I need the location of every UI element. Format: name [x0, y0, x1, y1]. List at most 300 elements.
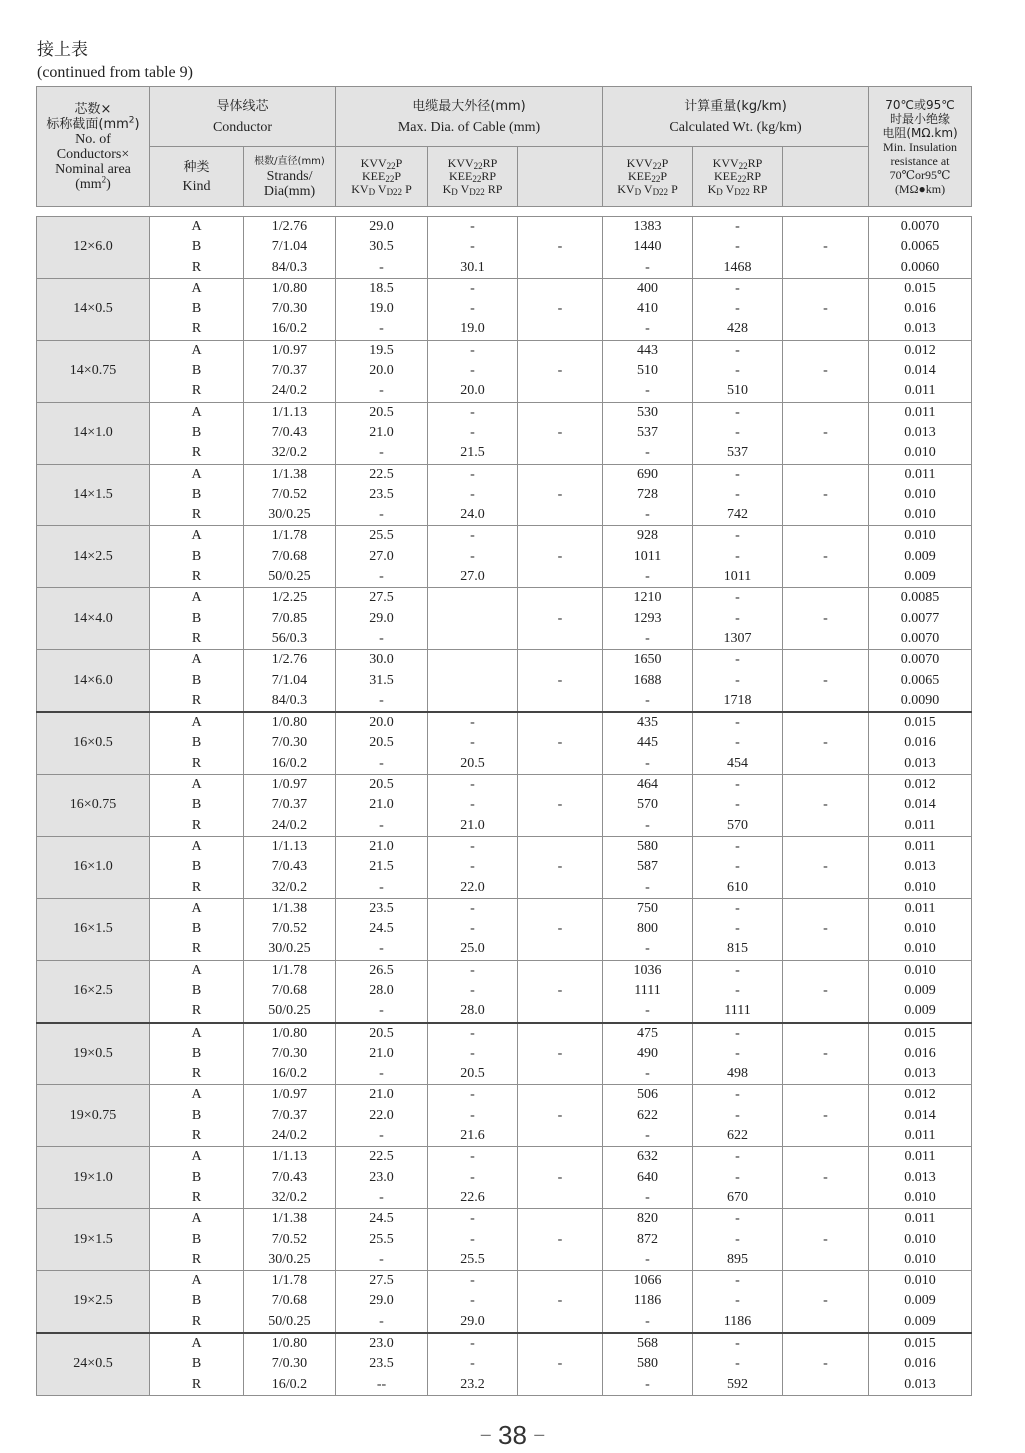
maxdia-header: 电缆最大外径(mm) Max. Dia. of Cable (mm): [336, 87, 603, 147]
insulation-cell: [869, 1209, 972, 1271]
strands-cell-value: 7/0.43: [271, 424, 308, 440]
strands-cell: [244, 278, 336, 340]
insulation-cell: [869, 1147, 972, 1209]
kind-cell-value: A: [191, 404, 202, 420]
wt-type-1-cell-value: 690: [637, 466, 658, 482]
wt-type-1-cell: [603, 464, 693, 526]
wt-type-2-cell-value: 454: [727, 755, 748, 771]
dia-type-3-cell: -: [518, 650, 603, 712]
dia-type-1-cell-value: 23.5: [369, 486, 394, 502]
strands-cell: [244, 960, 336, 1022]
wt-type-1-cell: [603, 1085, 693, 1147]
dia-type-2-cell: [428, 340, 518, 402]
dia-type-1-cell-value: -: [379, 692, 384, 708]
insulation-cell-value: 0.010: [904, 1273, 936, 1289]
kind-cell-value: R: [191, 1189, 202, 1205]
dia-type-3-cell: -: [518, 1147, 603, 1209]
wt-type-1-cell-value: -: [645, 879, 650, 895]
strands-cell-value: 50/0.25: [268, 1313, 311, 1329]
kind-cell-value: R: [191, 1376, 202, 1392]
wt-type-2-cell-value: -: [735, 486, 740, 502]
dia-type-1-cell-value: -: [379, 879, 384, 895]
cable-size-cell: 14×0.5: [37, 278, 150, 340]
dia-type-1-cell-value: -: [379, 569, 384, 585]
wt-type-2-cell-value: 742: [727, 507, 748, 523]
dia-type-3-cell: -: [518, 278, 603, 340]
cable-size-cell: 12×6.0: [37, 217, 150, 279]
insulation-cell-value: 0.011: [904, 1149, 936, 1165]
insulation-cell-value: 0.015: [904, 280, 936, 296]
insulation-cell-value: 0.0060: [900, 259, 940, 275]
wt-type-1-cell-value: 1293: [633, 610, 662, 626]
wt-type-1-cell-value: -: [645, 941, 650, 957]
dia-type-2-header: $KVV_{22}RP$ $KEE_{22}RP$ $K_D$ $V_{D22}$ RP: [428, 147, 518, 207]
strands-cell-value: 84/0.3: [271, 692, 308, 708]
kind-cell-value: A: [191, 715, 202, 731]
cores-header: 芯数× 标称截面$(mm^2)$ No. of Conductors× Nominal area $(mm^2)$: [37, 87, 150, 207]
table-row: [37, 960, 972, 1022]
kind-cell: [150, 898, 244, 960]
cable-size-cell: 14×2.5: [37, 526, 150, 588]
dia-type-2-cell-value: -: [470, 301, 475, 317]
wt-type-1-cell: [603, 898, 693, 960]
dia-type-2-cell: [428, 712, 518, 774]
kind-cell-value: R: [191, 569, 202, 585]
insulation-cell-value: 0.010: [904, 1189, 936, 1205]
insulation-cell-value: 0.015: [904, 1336, 936, 1352]
cable-size-cell: 14×6.0: [37, 650, 150, 712]
dia-type-2-cell-value: -: [470, 528, 475, 544]
dia-type-1-cell-value: -: [379, 321, 384, 337]
cable-size-cell: 16×2.5: [37, 960, 150, 1022]
wt-type-2-cell-value: -: [735, 548, 740, 564]
dia-type-3-cell: -: [518, 217, 603, 279]
insulation-cell-value: 0.012: [904, 1087, 936, 1103]
dia-type-1-cell-value: 21.0: [369, 1087, 394, 1103]
strands-cell: [244, 1147, 336, 1209]
dia-type-2-cell-value: [428, 609, 517, 629]
wt-type-2-cell: [693, 712, 783, 774]
wt-type-1-cell-value: 530: [637, 404, 658, 420]
wt-type-1-cell-value: -: [645, 569, 650, 585]
wt-type-2-cell-value: -: [735, 1107, 740, 1123]
insulation-cell-value: 0.010: [904, 445, 936, 461]
kind-cell-value: B: [191, 1293, 202, 1309]
dia-type-2-cell-value: -: [470, 486, 475, 502]
wt-type-1-cell-value: 490: [637, 1045, 658, 1061]
kind-cell-value: R: [191, 321, 202, 337]
dia-type-2-cell: [428, 278, 518, 340]
insulation-cell-value: 0.016: [904, 301, 936, 317]
dia-type-1-cell-value: --: [376, 1376, 387, 1392]
dia-type-1-cell-value: 21.0: [369, 424, 394, 440]
strands-cell: [244, 217, 336, 279]
dia-type-2-cell-value: [428, 588, 517, 608]
insulation-cell-value: 0.0065: [900, 239, 940, 255]
dia-type-3-cell: -: [518, 712, 603, 774]
insulation-cell-value: 0.012: [904, 342, 936, 358]
kind-cell-value: B: [191, 735, 202, 751]
wt-type-1-cell-value: 510: [637, 363, 658, 379]
kind-cell-value: A: [191, 652, 202, 668]
wt-type-2-cell-value: -: [735, 1045, 740, 1061]
wt-type-2-cell-value: -: [735, 838, 740, 854]
kind-cell-value: A: [191, 466, 202, 482]
wt-type-3-cell: -: [783, 588, 869, 650]
wt-type-1-cell-value: -: [645, 755, 650, 771]
dia-type-2-cell: [428, 526, 518, 588]
wt-type-3-cell: -: [783, 898, 869, 960]
dia-type-2-cell-value: -: [470, 466, 475, 482]
dia-type-2-cell-value: 21.0: [460, 817, 485, 833]
dia-type-2-cell-value: [428, 650, 517, 670]
dia-type-2-cell-value: 21.6: [460, 1128, 485, 1144]
insulation-cell-value: 0.0070: [900, 219, 940, 234]
kind-cell-value: R: [191, 817, 202, 833]
dia-type-3-cell: -: [518, 960, 603, 1022]
dia-type-1-cell-value: 27.5: [369, 1273, 394, 1289]
kind-cell: [150, 960, 244, 1022]
insulation-cell: [869, 217, 972, 279]
strands-cell-value: 7/0.52: [271, 486, 308, 502]
kind-cell: [150, 1333, 244, 1395]
kind-cell-value: A: [191, 1211, 202, 1227]
weight-header: 计算重量(kg/km) Calculated Wt. (kg/km): [603, 87, 869, 147]
kind-cell-value: B: [191, 672, 202, 688]
wt-type-2-cell-value: 498: [727, 1066, 748, 1082]
kind-cell-value: R: [191, 259, 202, 275]
wt-type-1-cell: [603, 1333, 693, 1395]
wt-type-1-cell-value: 400: [637, 280, 658, 296]
wt-type-2-cell-value: -: [735, 1211, 740, 1227]
dia-type-3-cell: -: [518, 340, 603, 402]
dia-type-2-cell-value: -: [470, 363, 475, 379]
dia-type-1-cell: [336, 464, 428, 526]
dia-type-2-cell-value: 19.0: [460, 321, 485, 337]
table-row: [37, 464, 972, 526]
insulation-cell-value: 0.011: [904, 838, 936, 854]
dia-type-1-cell-value: -: [379, 1128, 384, 1144]
wt-type-1-cell-value: -: [645, 1313, 650, 1329]
dia-type-3-cell: -: [518, 402, 603, 464]
wt-type-2-cell: [693, 526, 783, 588]
insulation-cell-value: 0.011: [904, 404, 936, 420]
dia-type-2-cell-value: -: [470, 1211, 475, 1227]
dia-type-2-cell: [428, 1023, 518, 1085]
cable-size-cell: 14×1.5: [37, 464, 150, 526]
strands-cell-value: 30/0.25: [268, 1251, 311, 1267]
dia-type-3-cell: -: [518, 1333, 603, 1395]
strands-cell-value: 7/1.04: [271, 239, 308, 255]
kind-cell: [150, 775, 244, 837]
wt-type-1-cell-value: 435: [637, 715, 658, 731]
insulation-cell: [869, 898, 972, 960]
wt-type-3-cell: -: [783, 278, 869, 340]
dia-type-2-cell-value: -: [470, 715, 475, 731]
wt-type-1-cell-value: 580: [637, 1356, 658, 1372]
wt-type-1-cell-value: -: [645, 445, 650, 461]
caption-en: (continued from table 9): [37, 64, 193, 81]
wt-type-2-cell-value: 1468: [723, 259, 752, 275]
wt-type-1-cell-value: -: [645, 1128, 650, 1144]
wt-type-2-cell: [693, 650, 783, 712]
dia-type-3-cell: -: [518, 1271, 603, 1333]
wt-type-1-cell-value: -: [645, 321, 650, 337]
kind-cell-value: B: [191, 1169, 202, 1185]
kind-cell-value: A: [191, 1025, 202, 1041]
dia-type-2-cell-value: -: [470, 735, 475, 751]
insulation-cell-value: 0.013: [904, 1376, 936, 1392]
dia-type-1-cell-value: -: [379, 941, 384, 957]
insulation-cell-value: 0.0070: [900, 652, 940, 668]
strands-cell-value: 1/0.97: [271, 342, 308, 358]
strands-cell: [244, 402, 336, 464]
wt-type-3-cell: -: [783, 960, 869, 1022]
kind-cell-value: A: [191, 590, 202, 606]
insulation-cell-value: 0.010: [904, 921, 936, 937]
wt-type-2-cell-value: -: [735, 342, 740, 358]
strands-cell-value: 30/0.25: [268, 941, 311, 957]
dia-type-2-cell-value: -: [470, 1356, 475, 1372]
wt-type-2-cell-value: 510: [727, 383, 748, 399]
kind-cell: [150, 402, 244, 464]
wt-type-1-cell: [603, 775, 693, 837]
dia-type-1-cell-value: 20.0: [369, 363, 394, 379]
strands-cell-value: 1/1.13: [271, 838, 308, 854]
kind-cell-value: B: [191, 797, 202, 813]
wt-type-1-cell: [603, 588, 693, 650]
insulation-cell: [869, 402, 972, 464]
wt-type-2-cell-value: -: [735, 777, 740, 793]
dia-type-1-cell-value: -: [379, 1066, 384, 1082]
table-row: [37, 836, 972, 898]
kind-cell-value: B: [191, 486, 202, 502]
data-table: [36, 216, 972, 1396]
caption-zh: 接上表: [37, 40, 88, 60]
cable-size-cell: 19×0.5: [37, 1023, 150, 1085]
kind-cell: [150, 217, 244, 279]
wt-type-1-cell-value: 443: [637, 342, 658, 358]
dia-type-1-cell-value: 29.0: [369, 610, 394, 626]
wt-type-2-cell-value: 815: [727, 941, 748, 957]
wt-type-1-cell: [603, 1209, 693, 1271]
insulation-cell-value: 0.009: [904, 569, 936, 585]
dia-type-1-cell-value: -: [379, 1313, 384, 1329]
insulation-cell-value: 0.010: [904, 941, 936, 957]
dia-type-2-cell-value: -: [470, 342, 475, 358]
wt-type-2-cell: [693, 1271, 783, 1333]
wt-type-2-cell-value: -: [735, 1149, 740, 1165]
kind-header: 种类 Kind: [150, 147, 244, 207]
dia-type-1-cell-value: 24.5: [369, 1211, 394, 1227]
cable-size-cell: 14×1.0: [37, 402, 150, 464]
strands-cell: [244, 526, 336, 588]
dia-type-1-cell: [336, 1147, 428, 1209]
wt-type-1-cell: [603, 278, 693, 340]
dia-type-1-cell: [336, 278, 428, 340]
strands-cell-value: 1/1.38: [271, 1211, 308, 1227]
dia-type-1-cell-value: 20.5: [369, 777, 394, 793]
kind-cell-value: A: [191, 1149, 202, 1165]
strands-cell-value: 1/2.76: [271, 652, 308, 668]
wt-type-2-cell: [693, 1209, 783, 1271]
dia-type-2-cell-value: -: [470, 1087, 475, 1103]
table-row: [37, 712, 972, 774]
dia-type-2-cell-value: 20.5: [460, 1066, 485, 1082]
cable-size-cell: 19×2.5: [37, 1271, 150, 1333]
dia-type-1-cell-value: 23.5: [369, 1356, 394, 1372]
strands-cell-value: 1/1.13: [271, 404, 308, 420]
insulation-cell-value: 0.011: [904, 900, 936, 916]
insulation-cell: [869, 1085, 972, 1147]
wt-type-2-cell: [693, 402, 783, 464]
strands-cell-value: 7/0.37: [271, 363, 308, 379]
wt-type-2-cell: [693, 898, 783, 960]
wt-type-1-cell-value: -: [645, 507, 650, 523]
kind-cell-value: B: [191, 424, 202, 440]
dia-type-2-cell: [428, 1209, 518, 1271]
insulation-cell: [869, 712, 972, 774]
dia-type-2-cell-value: -: [470, 1045, 475, 1061]
wt-type-1-cell-value: 1210: [633, 590, 662, 606]
insulation-cell-value: 0.009: [904, 1003, 936, 1019]
dia-type-2-cell-value: -: [470, 1231, 475, 1247]
strands-header: 根数/直径(mm) Strands/ Dia(mm): [244, 147, 336, 207]
strands-cell-value: 1/1.38: [271, 900, 308, 916]
wt-type-3-cell: -: [783, 1023, 869, 1085]
dia-type-1-cell-value: 23.0: [369, 1336, 394, 1352]
strands-cell: [244, 775, 336, 837]
strands-cell-value: 50/0.25: [268, 1003, 311, 1019]
insulation-cell-value: 0.009: [904, 548, 936, 564]
wt-type-1-cell-value: 568: [637, 1336, 658, 1352]
dia-type-2-cell-value: -: [470, 777, 475, 793]
dia-type-2-cell: [428, 1333, 518, 1395]
dia-type-2-cell-value: -: [470, 859, 475, 875]
dia-type-1-cell: [336, 1085, 428, 1147]
dia-type-1-cell: [336, 217, 428, 279]
strands-cell-value: 32/0.2: [271, 445, 308, 461]
wt-type-2-cell-value: 592: [727, 1376, 748, 1392]
insulation-cell-value: 0.016: [904, 1045, 936, 1061]
strands-cell-value: 1/0.97: [271, 1087, 308, 1103]
dia-type-3-header: [518, 147, 603, 207]
insulation-cell-value: 0.011: [904, 1211, 936, 1227]
dia-type-1-cell-value: -: [379, 259, 384, 275]
dia-type-2-cell-value: -: [470, 1336, 475, 1352]
dia-type-2-cell-value: 25.0: [460, 941, 485, 957]
insulation-cell-value: 0.009: [904, 982, 936, 998]
wt-type-1-cell-value: 410: [637, 301, 658, 317]
insulation-cell-value: 0.010: [904, 879, 936, 895]
cable-size-cell: 16×1.5: [37, 898, 150, 960]
wt-type-1-cell-value: 640: [637, 1169, 658, 1185]
wt-type-2-cell: [693, 775, 783, 837]
dia-type-3-cell: -: [518, 836, 603, 898]
wt-type-2-cell-value: -: [735, 466, 740, 482]
dia-type-1-cell-value: 19.5: [369, 342, 394, 358]
table-row: [37, 1333, 972, 1395]
strands-cell: [244, 588, 336, 650]
cable-size-cell: 19×1.0: [37, 1147, 150, 1209]
kind-cell-value: B: [191, 921, 202, 937]
wt-type-2-cell: [693, 1147, 783, 1209]
dia-type-2-cell-value: -: [470, 921, 475, 937]
insulation-cell-value: 0.010: [904, 507, 936, 523]
dia-type-2-cell-value: -: [470, 404, 475, 420]
table-row: [37, 588, 972, 650]
wt-type-2-cell: [693, 960, 783, 1022]
wt-type-2-cell-value: 1011: [723, 569, 752, 585]
dia-type-2-cell-value: 20.5: [460, 755, 485, 771]
wt-type-3-cell: -: [783, 402, 869, 464]
kind-cell-value: A: [191, 900, 202, 916]
wt-type-1-cell-value: 1688: [633, 672, 662, 688]
wt-type-1-cell-value: 1186: [633, 1293, 662, 1309]
kind-cell-value: B: [191, 859, 202, 875]
dia-type-2-cell-value: -: [470, 424, 475, 440]
kind-cell: [150, 464, 244, 526]
wt-type-2-cell-value: -: [735, 239, 740, 255]
wt-type-2-cell-value: 1111: [724, 1003, 751, 1019]
wt-type-1-cell-value: 537: [637, 424, 658, 440]
insulation-cell: [869, 464, 972, 526]
insulation-header: 70℃或95℃ 时最小绝缘 电阻(MΩ.km) Min. Insulation resistance at 70℃or95℃ (MΩ●km): [869, 87, 972, 207]
dia-type-1-cell-value: 25.5: [369, 1231, 394, 1247]
wt-type-1-cell: [603, 1271, 693, 1333]
page-number: – 38 –: [480, 1420, 545, 1450]
kind-cell-value: B: [191, 1231, 202, 1247]
kind-cell: [150, 1271, 244, 1333]
wt-type-2-cell-value: -: [735, 363, 740, 379]
cable-size-cell: 16×0.75: [37, 775, 150, 837]
kind-cell-value: R: [191, 692, 202, 708]
dia-type-1-cell-value: 20.5: [369, 404, 394, 420]
dia-type-2-cell: [428, 402, 518, 464]
wt-type-2-cell-value: -: [735, 280, 740, 296]
cable-size-cell: 19×0.75: [37, 1085, 150, 1147]
dia-type-2-cell: [428, 1147, 518, 1209]
insulation-cell: [869, 1333, 972, 1395]
strands-cell: [244, 1333, 336, 1395]
wt-type-3-header: [783, 147, 869, 207]
insulation-cell-value: 0.010: [904, 1251, 936, 1267]
strands-cell-value: 1/1.38: [271, 466, 308, 482]
wt-type-2-cell-value: 537: [727, 445, 748, 461]
wt-type-1-cell-value: -: [645, 259, 650, 275]
wt-type-2-cell-value: -: [735, 921, 740, 937]
dia-type-2-cell: [428, 217, 518, 279]
wt-type-3-cell: -: [783, 526, 869, 588]
dia-type-1-cell: [336, 712, 428, 774]
dia-type-1-header: $KVV_{22}P$ $KEE_{22}P$ $KV_D$ $V_{D22}$ P: [336, 147, 428, 207]
wt-type-1-cell: [603, 340, 693, 402]
insulation-cell-value: 0.010: [904, 1231, 936, 1247]
wt-type-2-cell: [693, 588, 783, 650]
wt-type-2-cell-value: -: [735, 1356, 740, 1372]
table-row: [37, 402, 972, 464]
dia-type-1-cell-value: 21.5: [369, 859, 394, 875]
dia-type-1-cell-value: 31.5: [369, 672, 394, 688]
strands-cell-value: 7/0.30: [271, 301, 308, 317]
insulation-cell-value: 0.009: [904, 1293, 936, 1309]
dia-type-1-cell-value: -: [379, 755, 384, 771]
strands-cell: [244, 1023, 336, 1085]
strands-cell-value: 7/0.43: [271, 1169, 308, 1185]
insulation-cell: [869, 960, 972, 1022]
dia-type-1-cell-value: 24.5: [369, 921, 394, 937]
dia-type-1-cell-value: 26.5: [369, 962, 394, 978]
